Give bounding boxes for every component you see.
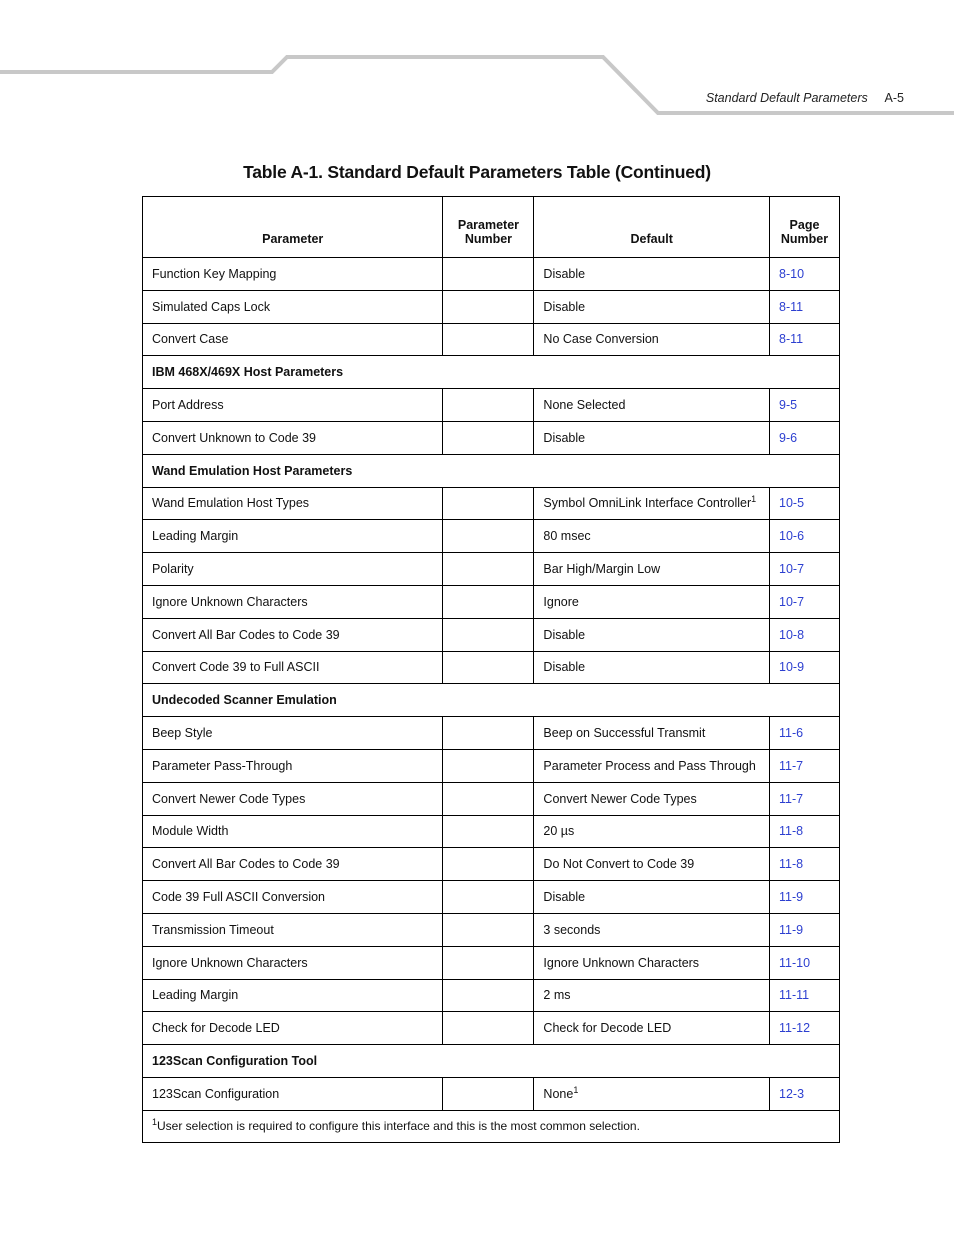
page-number-cell <box>770 979 840 1012</box>
footnote-marker: 1 <box>751 494 757 505</box>
default-value: 3 seconds <box>543 922 601 937</box>
parameter-number-cell <box>443 979 534 1012</box>
page-number-cell <box>770 618 840 651</box>
page-number-cell <box>770 520 840 553</box>
table-row <box>143 749 840 782</box>
default-value: Ignore <box>543 594 579 609</box>
default-value: 20 µs <box>543 824 575 839</box>
table-row <box>143 651 840 684</box>
page-link[interactable]: 11-8 <box>779 824 804 839</box>
column-header-parameter: Parameter <box>143 197 443 258</box>
default-cell <box>534 881 770 914</box>
default-value: Bar High/Margin Low <box>543 562 661 577</box>
page-link[interactable]: 12-3 <box>779 1086 805 1101</box>
footnote <box>143 1110 840 1142</box>
page-number-cell <box>770 421 840 454</box>
default-cell <box>534 651 770 684</box>
page-link[interactable]: 8-11 <box>779 332 804 347</box>
parameter-number-cell <box>443 1077 534 1110</box>
page-link[interactable]: 11-12 <box>779 1021 811 1036</box>
column-header-parameter-number-label: Parameter Number <box>457 218 520 246</box>
page-link[interactable]: 11-7 <box>779 758 804 773</box>
table-row <box>143 618 840 651</box>
parameter-number-cell <box>443 290 534 323</box>
default-cell <box>534 782 770 815</box>
default-value: Disable <box>543 660 586 675</box>
table-row <box>143 290 840 323</box>
page-link[interactable]: 10-8 <box>779 627 805 642</box>
table-row <box>143 421 840 454</box>
page-link[interactable]: 10-6 <box>779 529 805 544</box>
default-cell <box>534 946 770 979</box>
parameter-number-cell <box>443 618 534 651</box>
default-value: Disable <box>543 299 586 314</box>
table-row <box>143 258 840 291</box>
parameter-cell: Ignore Unknown Characters <box>143 585 443 618</box>
page-number-cell <box>770 487 840 520</box>
default-cell <box>534 1077 770 1110</box>
page-link[interactable]: 11-8 <box>779 857 804 872</box>
default-cell <box>534 290 770 323</box>
section-row <box>143 454 840 487</box>
default-value: No Case Conversion <box>543 332 659 347</box>
default-value: Disable <box>543 627 586 642</box>
table-body <box>143 258 840 1143</box>
parameter-number-cell <box>443 389 534 422</box>
parameter-number-cell <box>443 487 534 520</box>
page-link[interactable]: 9-5 <box>779 398 798 413</box>
default-value: Ignore Unknown Characters <box>543 955 700 970</box>
parameter-cell: Convert Unknown to Code 39 <box>143 421 443 454</box>
parameter-cell: Check for Decode LED <box>143 1012 443 1045</box>
page-number-cell <box>770 913 840 946</box>
default-cell <box>534 848 770 881</box>
page-number-cell <box>770 815 840 848</box>
table-row <box>143 848 840 881</box>
default-cell <box>534 553 770 586</box>
default-cell <box>534 323 770 356</box>
default-value: Disable <box>543 266 586 281</box>
page-number-cell <box>770 553 840 586</box>
parameter-number-cell <box>443 749 534 782</box>
page-link[interactable]: 10-7 <box>779 562 805 577</box>
table-row <box>143 1077 840 1110</box>
parameter-cell: Leading Margin <box>143 979 443 1012</box>
parameter-cell: Parameter Pass-Through <box>143 749 443 782</box>
page-link[interactable]: 11-9 <box>779 890 804 905</box>
page-label: A-5 <box>884 91 904 105</box>
default-value: Parameter Process and Pass Through <box>543 758 756 773</box>
section-row <box>143 1045 840 1078</box>
default-cell <box>534 717 770 750</box>
parameter-number-cell <box>443 421 534 454</box>
column-header-page-number-label: Page Number <box>780 218 829 246</box>
table-row <box>143 782 840 815</box>
section-label: IBM 468X/469X Host Parameters <box>143 356 840 389</box>
section-label: 123Scan Configuration Tool <box>143 1045 840 1078</box>
parameter-number-cell <box>443 520 534 553</box>
table-row <box>143 389 840 422</box>
page-link[interactable]: 11-7 <box>779 791 804 806</box>
table-row <box>143 585 840 618</box>
table-row <box>143 323 840 356</box>
parameter-cell: Polarity <box>143 553 443 586</box>
page-link[interactable]: 8-10 <box>779 266 805 281</box>
default-value: Disable <box>543 890 586 905</box>
default-value: None <box>543 1086 574 1101</box>
parameter-number-cell <box>443 913 534 946</box>
parameter-cell: Wand Emulation Host Types <box>143 487 443 520</box>
parameter-number-cell <box>443 323 534 356</box>
default-cell <box>534 979 770 1012</box>
table-row <box>143 979 840 1012</box>
default-cell <box>534 585 770 618</box>
parameter-number-cell <box>443 651 534 684</box>
page-number-cell <box>770 749 840 782</box>
table-row <box>143 487 840 520</box>
parameter-number-cell <box>443 782 534 815</box>
page-link[interactable]: 10-5 <box>779 496 805 511</box>
parameter-cell: Leading Margin <box>143 520 443 553</box>
default-cell <box>534 389 770 422</box>
section-row <box>143 356 840 389</box>
running-header-title: Standard Default Parameters <box>705 91 868 105</box>
table-row <box>143 946 840 979</box>
footnote-text: User selection is required to configure this interface and this is the most common selection. <box>157 1119 640 1134</box>
parameter-number-cell <box>443 946 534 979</box>
page-number-cell <box>770 323 840 356</box>
section-row <box>143 684 840 717</box>
default-value: Symbol OmniLink Interface Controller <box>543 496 752 511</box>
default-cell <box>534 618 770 651</box>
default-parameters-table <box>142 196 840 1143</box>
default-cell <box>534 815 770 848</box>
footnote-row <box>143 1110 840 1142</box>
default-cell <box>534 1012 770 1045</box>
parameter-cell: Ignore Unknown Characters <box>143 946 443 979</box>
table-row <box>143 815 840 848</box>
page-number-cell <box>770 651 840 684</box>
table-row <box>143 1012 840 1045</box>
page-number-cell <box>770 389 840 422</box>
parameter-cell: Convert All Bar Codes to Code 39 <box>143 848 443 881</box>
parameter-cell: Code 39 Full ASCII Conversion <box>143 881 443 914</box>
footnote-marker: 1 <box>573 1084 579 1095</box>
running-header <box>706 91 904 105</box>
table-row <box>143 913 840 946</box>
page-link[interactable]: 8-11 <box>779 299 804 314</box>
section-label: Undecoded Scanner Emulation <box>143 684 840 717</box>
column-header-default: Default <box>534 197 770 258</box>
page-number-cell <box>770 946 840 979</box>
default-cell <box>534 749 770 782</box>
parameter-number-cell <box>443 815 534 848</box>
default-value: Check for Decode LED <box>543 1021 672 1036</box>
default-cell <box>534 913 770 946</box>
parameter-cell: Convert Case <box>143 323 443 356</box>
column-header-parameter-number <box>443 197 534 258</box>
page-number-cell <box>770 848 840 881</box>
parameter-cell: Module Width <box>143 815 443 848</box>
page-link[interactable]: 11-11 <box>779 988 810 1003</box>
table-row <box>143 520 840 553</box>
parameter-cell: Convert Code 39 to Full ASCII <box>143 651 443 684</box>
default-cell <box>534 487 770 520</box>
default-value: Convert Newer Code Types <box>543 791 697 806</box>
page-link[interactable]: 11-6 <box>779 726 804 741</box>
page-link[interactable]: 10-9 <box>779 660 805 675</box>
default-value: Do Not Convert to Code 39 <box>543 857 695 872</box>
page-link[interactable]: 11-10 <box>779 955 811 970</box>
page-link[interactable]: 11-9 <box>779 922 804 937</box>
parameter-number-cell <box>443 553 534 586</box>
parameter-number-cell <box>443 1012 534 1045</box>
page-link[interactable]: 10-7 <box>779 594 805 609</box>
parameter-number-cell <box>443 585 534 618</box>
default-value: Beep on Successful Transmit <box>543 726 706 741</box>
parameter-cell: Port Address <box>143 389 443 422</box>
parameter-number-cell <box>443 258 534 291</box>
table-header-row <box>143 197 840 258</box>
parameter-cell: 123Scan Configuration <box>143 1077 443 1110</box>
parameter-number-cell <box>443 881 534 914</box>
parameter-cell: Beep Style <box>143 717 443 750</box>
table-title: Table A-1. Standard Default Parameters Table (Continued) <box>243 162 711 182</box>
parameter-number-cell <box>443 848 534 881</box>
section-label: Wand Emulation Host Parameters <box>143 454 840 487</box>
page-number-cell <box>770 585 840 618</box>
default-value: 2 ms <box>543 988 571 1003</box>
default-value: Disable <box>543 430 586 445</box>
parameter-number-cell <box>443 717 534 750</box>
table-row <box>143 881 840 914</box>
default-cell <box>534 520 770 553</box>
default-cell <box>534 421 770 454</box>
page-number-cell <box>770 1012 840 1045</box>
page-number-cell <box>770 782 840 815</box>
parameter-cell: Function Key Mapping <box>143 258 443 291</box>
table-row <box>143 553 840 586</box>
page-link[interactable]: 9-6 <box>779 430 798 445</box>
parameter-cell: Simulated Caps Lock <box>143 290 443 323</box>
parameter-cell: Convert Newer Code Types <box>143 782 443 815</box>
page-number-cell <box>770 290 840 323</box>
parameter-cell: Transmission Timeout <box>143 913 443 946</box>
table-row <box>143 717 840 750</box>
default-value: 80 msec <box>543 529 591 544</box>
page-number-cell <box>770 717 840 750</box>
page-number-cell <box>770 881 840 914</box>
page-number-cell <box>770 258 840 291</box>
page-number-cell <box>770 1077 840 1110</box>
footnote-number: 1 <box>152 1117 158 1128</box>
default-cell <box>534 258 770 291</box>
column-header-page-number <box>770 197 840 258</box>
default-value: None Selected <box>543 398 626 413</box>
parameter-cell: Convert All Bar Codes to Code 39 <box>143 618 443 651</box>
